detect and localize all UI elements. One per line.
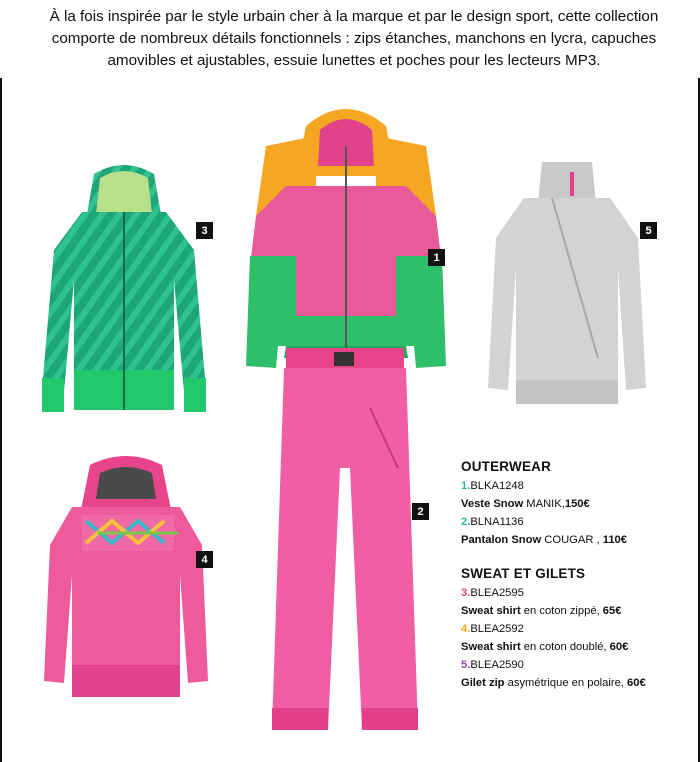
product-code-3: BLEA2595 <box>470 587 524 599</box>
product-desc-line-2 <box>461 531 691 549</box>
product-name-4: Sweat shirt <box>461 641 521 653</box>
product-code-line-5 <box>461 656 691 674</box>
product-badge-1: 1 <box>428 249 445 266</box>
product-image-3-green-hoodie <box>34 160 214 416</box>
product-number-1: 1. <box>461 480 471 492</box>
section-title-outerwear: OUTERWEAR <box>461 459 552 474</box>
product-code-line-2 <box>461 513 691 531</box>
frame-left-border <box>0 78 2 762</box>
product-desc-line-1 <box>461 495 691 513</box>
product-detail-1: MANIK, <box>523 498 565 510</box>
product-number-2: 2. <box>461 516 471 528</box>
product-code-line-1 <box>461 477 691 495</box>
product-code-4: BLEA2592 <box>470 623 524 635</box>
product-badge-3: 3 <box>196 222 213 239</box>
product-badge-2: 2 <box>412 503 429 520</box>
product-catalog-list <box>461 458 691 692</box>
product-desc-line-3 <box>461 602 691 620</box>
product-code-line-4 <box>461 620 691 638</box>
product-number-4: 4. <box>461 623 471 635</box>
product-desc-line-4 <box>461 638 691 656</box>
product-number-5: 5. <box>461 659 471 671</box>
product-detail-3: en coton zippé, <box>520 605 603 617</box>
section-title-sweat-et-gilets: SWEAT ET GILETS <box>461 566 586 581</box>
product-detail-4: en coton doublé, <box>520 641 610 653</box>
product-price-3: 65€ <box>602 605 622 617</box>
product-desc-line-5 <box>461 674 691 692</box>
product-price-1: 150€ <box>564 498 590 510</box>
product-name-2: Pantalon Snow <box>461 534 542 546</box>
product-price-4: 60€ <box>609 641 629 653</box>
product-detail-5: asymétrique en polaire, <box>504 677 628 689</box>
product-code-5: BLEA2590 <box>470 659 524 671</box>
product-name-1: Veste Snow <box>461 498 524 510</box>
product-name-3: Sweat shirt <box>461 605 521 617</box>
product-image-4-pink-hoodie <box>42 455 210 700</box>
product-number-3: 3. <box>461 587 471 599</box>
product-badge-4: 4 <box>196 551 213 568</box>
section-gap <box>461 549 691 565</box>
product-image-5-grey-fleece <box>488 158 646 414</box>
product-badge-5: 5 <box>640 222 657 239</box>
product-code-1: BLKA1248 <box>470 480 524 492</box>
product-image-2-ski-pants <box>270 348 420 732</box>
product-detail-2: COUGAR , <box>541 534 603 546</box>
product-code-line-3 <box>461 584 691 602</box>
product-price-2: 110€ <box>602 534 628 546</box>
product-name-5: Gilet zip <box>461 677 505 689</box>
product-code-2: BLNA1136 <box>470 516 524 528</box>
product-price-5: 60€ <box>627 677 646 689</box>
intro-paragraph: À la fois inspirée par le style urbain cher à la marque et par le design sport, cette collection comporte de nombreux détails fonctionnels : zips étanches, manchons en lycra, capuches amovibles et ajustables, essuie lunettes et poches pour les lecteurs MP3. <box>49 8 659 69</box>
product-image-1-ski-jacket <box>246 96 446 381</box>
